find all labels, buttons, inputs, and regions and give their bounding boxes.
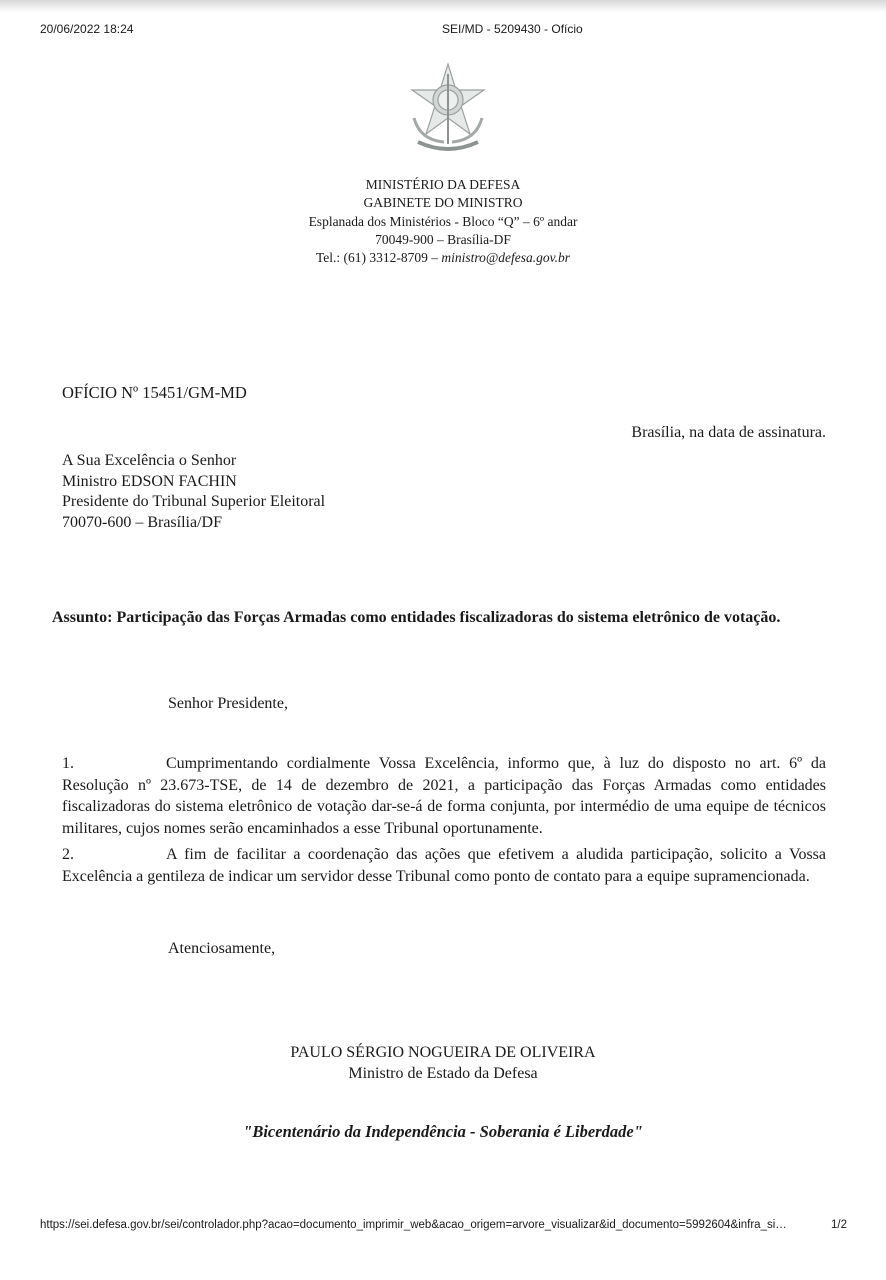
motto: "Bicentenário da Independência - Soberania é Liberdade" — [243, 1122, 643, 1141]
office-name: GABINETE DO MINISTRO — [363, 195, 523, 211]
postal-line: 70049-900 – Brasília-DF — [375, 231, 511, 247]
paragraph-text: Cumprimentando cordialmente Vossa Excelência, informo que, à luz do disposto no art. 6º da Resolução nº 23.673-TSE, de 14 de dezembro de 2021, a participação das Forças Armadas como entidades fiscalizadoras do sistema eletrônico de votação dar-se-á de forma conjunta, por intermédio de uma equipe de técnicos militares, cujos nomes serão encaminhados a esse Tribunal oportunamente. — [62, 755, 826, 837]
paragraph-number: 2. — [62, 846, 74, 863]
place-date: Brasília, na data de assinatura. — [631, 424, 826, 441]
addressee-line: A Sua Excelência o Senhor — [62, 452, 237, 469]
body-paragraph — [62, 844, 826, 887]
coat-of-arms-icon — [400, 60, 496, 156]
addressee-line: 70070-600 – Brasília/DF — [62, 513, 222, 531]
paragraph-text: A fim de facilitar a coordenação das ações que efetivem a aludida participação, solicito a Vossa Excelência a gentileza de indicar um servidor desse Tribunal como ponto de contato para a equipe supramencionada. — [62, 846, 826, 885]
subject-line: Assunto: Participação das Forças Armadas como entidades fiscalizadoras do sistema eletrônico de votação. — [52, 609, 781, 626]
page-number: 1/2 — [831, 1219, 847, 1231]
signatory-title: Ministro de Estado da Defesa — [348, 1064, 538, 1082]
salutation: Senhor Presidente, — [168, 695, 288, 712]
ministry-name: MINISTÉRIO DA DEFESA — [365, 177, 521, 192]
email: ministro@defesa.gov.br — [441, 250, 571, 266]
print-url: https://sei.defesa.gov.br/sei/controlador.php?acao=documento_imprimir_web&acao_origem=arvore_visualizar&id_documento=5992604&infra_si… — [40, 1219, 787, 1231]
signatory-name: PAULO SÉRGIO NOGUEIRA DE OLIVEIRA — [290, 1044, 596, 1061]
telephone: Tel.: (61) 3312-8709 – — [315, 250, 442, 266]
signature-block — [193, 1043, 693, 1084]
addressee-line: Presidente do Tribunal Superior Eleitoral — [62, 493, 326, 510]
addressee-line: Ministro EDSON FACHIN — [62, 472, 237, 490]
address-line: Esplanada dos Ministérios - Bloco “Q” – 6º andar — [308, 213, 578, 229]
print-document-id: SEI/MD - 5209430 - Ofício — [442, 22, 583, 36]
paragraph-number: 1. — [62, 755, 74, 772]
scan-top-edge — [0, 0, 886, 12]
letterhead — [200, 176, 686, 267]
oficio-number: OFÍCIO Nº 15451/GM-MD — [62, 383, 247, 402]
closing: Atenciosamente, — [168, 940, 276, 957]
contact-line — [200, 249, 686, 267]
body-paragraph — [62, 753, 826, 839]
addressee-block — [62, 451, 325, 533]
print-datetime: 20/06/2022 18:24 — [40, 22, 134, 36]
